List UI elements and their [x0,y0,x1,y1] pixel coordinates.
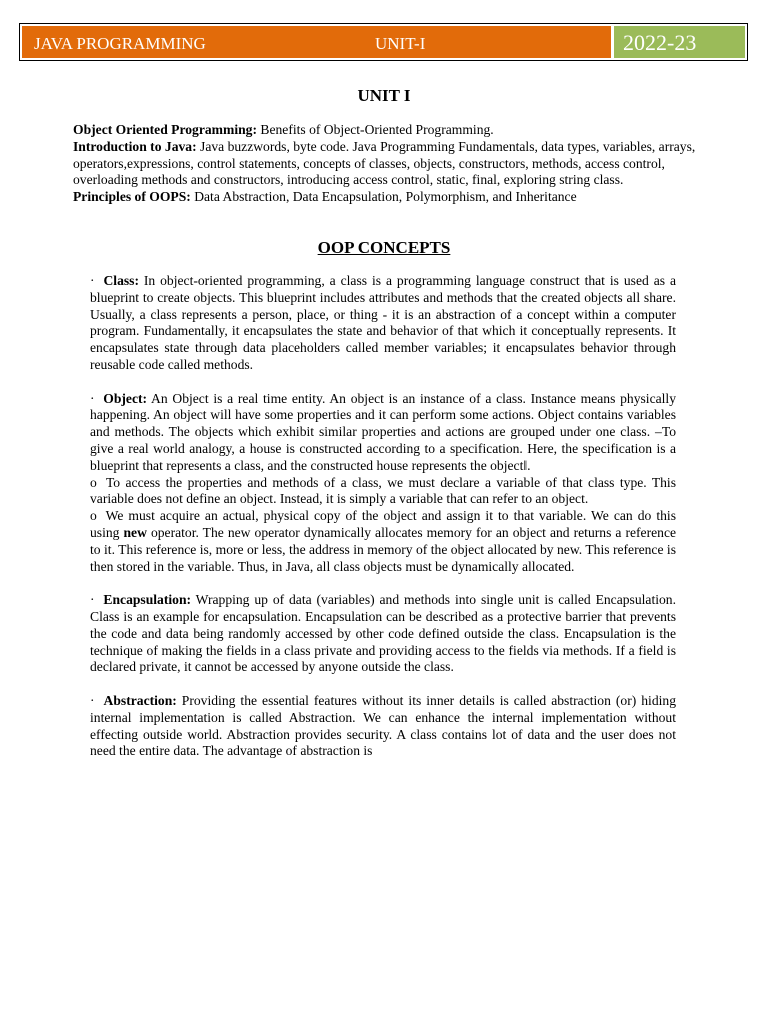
term-label: Abstraction: [103,692,177,708]
syllabus-item [73,139,703,189]
syllabus-label: Introduction to Java: [73,138,197,154]
syllabus-label: Object Oriented Programming: [73,122,257,137]
paragraph-text: operator. The new operator dynamically allocates memory for an object and returns a reference to it. This reference is, more or less, the address in memory of the object allocated by new. This reference is then stored in the variable. Thus, in Java, all class objects must be dynamically allocated. [90,524,677,574]
page-header [19,23,748,61]
paragraph-text: To access the properties and methods of a class, we must declare a variable of that class type. This variable does not define an object. Instead, it is simply a variable that can refer to an object. [90,474,676,507]
syllabus-text: Data Abstraction, Data Encapsulation, Polymorphism, and Inheritance [190,189,577,205]
syllabus-text: Benefits of Object-Oriented Programming. [256,122,494,137]
syllabus-label: Principles of OOPS: [73,189,191,205]
academic-year: 2022-23 [623,30,697,55]
unit-label: UNIT-I [375,34,426,53]
bullet-circle: o [90,474,97,490]
abstraction-paragraph [90,693,676,760]
paragraph-text: An Object is a real time entity. An object is an instance of a class. Instance means physically happening. An object will have some properties and it can perform some actions. Object contains variables and methods. The objects which exhibit similar properties and actions are grouped under one class. –To give a real world analogy, a house is constructed according to a specification. Here, the specification is a blueprint that represents a class, and the constructed house represents the object‖. [90,390,676,473]
bullet-circle: o [90,508,97,524]
encapsulation-paragraph [90,592,676,676]
object-subpoint [90,508,676,575]
bullet-dot: · [90,273,95,288]
bullet-dot: · [90,692,95,708]
keyword-new: new [123,524,147,540]
syllabus-text: Java buzzwords, byte code. Java Programming Fundamentals, data types, variables, arrays, operators,expressions, control statements, concepts of classes, objects, constructors, methods, access control, overloading methods and constructors, introducing access control, static, final, exploring string class. [73,138,696,188]
object-subpoint [90,475,676,509]
header-year-bar [614,26,745,58]
section-title: OOP CONCEPTS [317,238,451,257]
syllabus-item [73,189,703,206]
syllabus-item [73,122,703,139]
term-label: Object: [103,390,148,406]
paragraph-text: Wrapping up of data (variables) and methods into single unit is called Encapsulation. Class is an example for encapsulation. Encapsulation can be described as a protective barrier that prevents the code and data being randomly accessed by other code defined outside the class. Encapsulation is the technique of making the fields in a class private and providing access to the fields via methods. If a field is declared private, it cannot be accessed by anyone outside the class. [90,592,676,675]
object-paragraph [90,391,676,475]
term-label: Encapsulation: [103,592,192,608]
unit-title: UNIT I [357,86,411,105]
bullet-dot: · [90,390,95,406]
class-paragraph [90,273,676,374]
bullet-dot: · [90,592,95,608]
term-label: Class: [103,273,139,288]
oop-concepts-body [90,273,676,760]
paragraph-text: In object-oriented programming, a class is a programming language construct that is used as a blueprint to create objects. This blueprint includes attributes and methods that the created objects all share. Usually, a class represents a person, place, or thing - it is an abstraction of a concept within a computer program. Fundamentally, it encapsulates the state and behavior of that which it conceptually represents. It encapsulates state through data placeholders called member variables; it encapsulates behavior through reusable code called methods. [90,273,676,372]
paragraph-text: Providing the essential features without its inner details is called abstraction (or) hiding internal implementation is called Abstraction. We can enhance the internal implementation without effecting outside world. Abstraction provides security. A class contains lot of data and the user does not need the entire data. The advantage of abstraction is [90,692,676,759]
course-title: JAVA PROGRAMMING [34,34,206,53]
header-course-bar [22,26,611,58]
paragraph-text: We must acquire an actual, physical copy of the object and assign it to that variable. We can do this using [90,508,676,540]
syllabus [73,122,703,206]
